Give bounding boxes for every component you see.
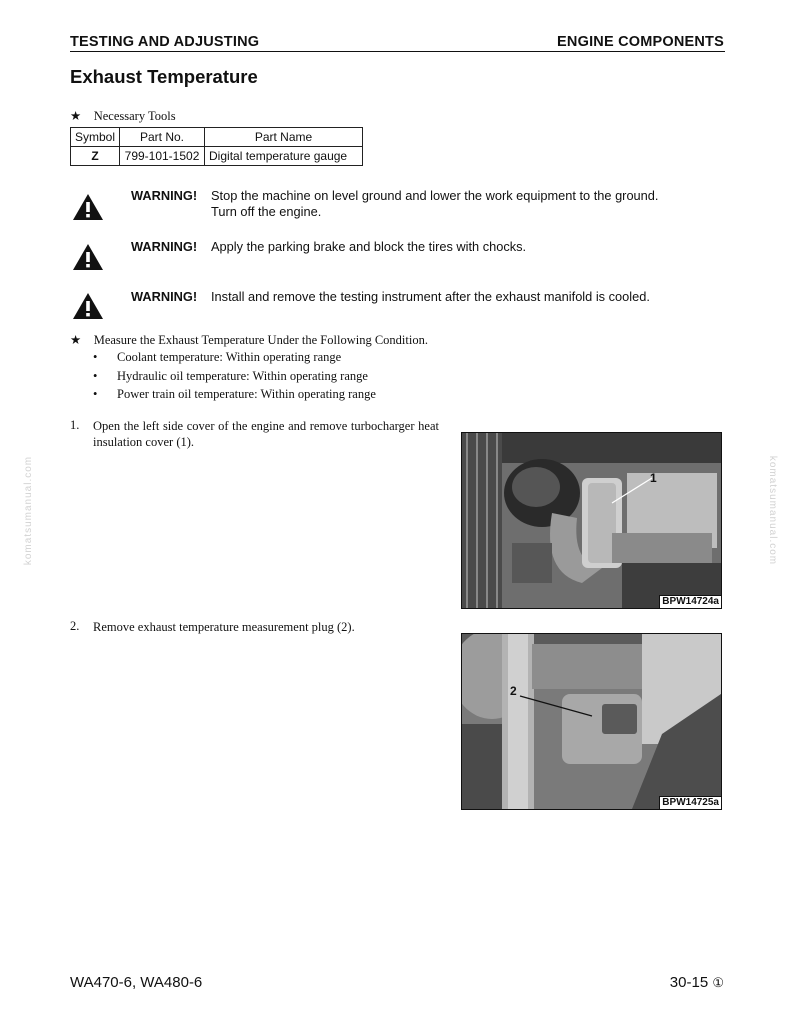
step-number: 1. — [70, 418, 80, 432]
table-header-part-name: Part Name — [205, 128, 363, 147]
table-header-row — [71, 128, 363, 147]
step-text: Open the left side cover of the engine and remove turbocharger heat insulation cover (1). — [93, 419, 439, 449]
step-text: Remove exhaust temperature measurement plug (2). — [93, 620, 355, 634]
warning-text — [211, 188, 731, 220]
section-header-right: ENGINE COMPONENTS — [557, 34, 724, 50]
conditions-intro-text: Measure the Exhaust Temperature Under the Following Condition. — [93, 333, 428, 347]
warning-text-line: Apply the parking brake and block the tires with chocks. — [211, 239, 527, 254]
warning-text — [211, 289, 731, 305]
bullet-icon: • — [93, 387, 98, 401]
warning-label: WARNING! — [131, 188, 198, 203]
section-header-left: TESTING AND ADJUSTING — [70, 34, 260, 50]
warning-label: WARNING! — [131, 239, 198, 254]
watermark-left: komatsumanual.com — [23, 455, 35, 566]
warning-triangle-icon — [72, 292, 104, 320]
warning-text-line: Install and remove the testing instrument after the exhaust manifold is cooled. — [211, 289, 650, 304]
photo-image — [462, 433, 721, 608]
photo-measurement-plug — [461, 633, 722, 810]
page-title: Exhaust Temperature — [70, 66, 258, 87]
step-number: 2. — [70, 619, 80, 633]
warning-text-line: Stop the machine on level ground and lower the work equipment to the ground. — [211, 188, 659, 203]
warning-label: WARNING! — [131, 289, 198, 304]
star-icon: ★ — [70, 333, 82, 347]
table-header-part-no: Part No. — [120, 128, 205, 147]
photo-turbocharger-cover — [461, 432, 722, 609]
warning-text-line: Turn off the engine. — [211, 204, 322, 219]
photo-code: BPW14725a — [659, 796, 721, 809]
tools-note — [70, 108, 176, 124]
tool-part-name: Digital temperature gauge — [205, 147, 363, 166]
tools-table — [70, 127, 363, 166]
condition-item: Power train oil temperature: Within operating range — [117, 387, 376, 401]
conditions-intro — [70, 332, 428, 348]
warning-text — [211, 239, 731, 255]
callout-label: 1 — [650, 471, 657, 485]
footer-page — [670, 974, 724, 991]
bullet-icon: • — [93, 369, 98, 383]
warning-triangle-icon — [72, 193, 104, 221]
revision-mark: ① — [712, 975, 724, 990]
star-icon: ★ — [70, 109, 82, 123]
bullet-icon: • — [93, 350, 98, 364]
callout-label: 2 — [510, 684, 517, 698]
header-rule — [70, 51, 725, 52]
table-row — [71, 147, 363, 166]
footer-model: WA470-6, WA480-6 — [70, 974, 203, 991]
condition-item: Hydraulic oil temperature: Within operating range — [117, 369, 368, 383]
photo-image — [462, 634, 721, 809]
tool-symbol: Z — [71, 147, 120, 166]
watermark-right: komatsumanual.com — [767, 455, 779, 566]
photo-code: BPW14724a — [659, 595, 721, 608]
table-header-symbol: Symbol — [71, 128, 120, 147]
condition-item: Coolant temperature: Within operating range — [117, 350, 342, 364]
tools-note-text: Necessary Tools — [93, 109, 176, 123]
tool-part-no: 799-101-1502 — [120, 147, 205, 166]
page-number: 30-15 — [669, 974, 709, 991]
warning-triangle-icon — [72, 243, 104, 271]
